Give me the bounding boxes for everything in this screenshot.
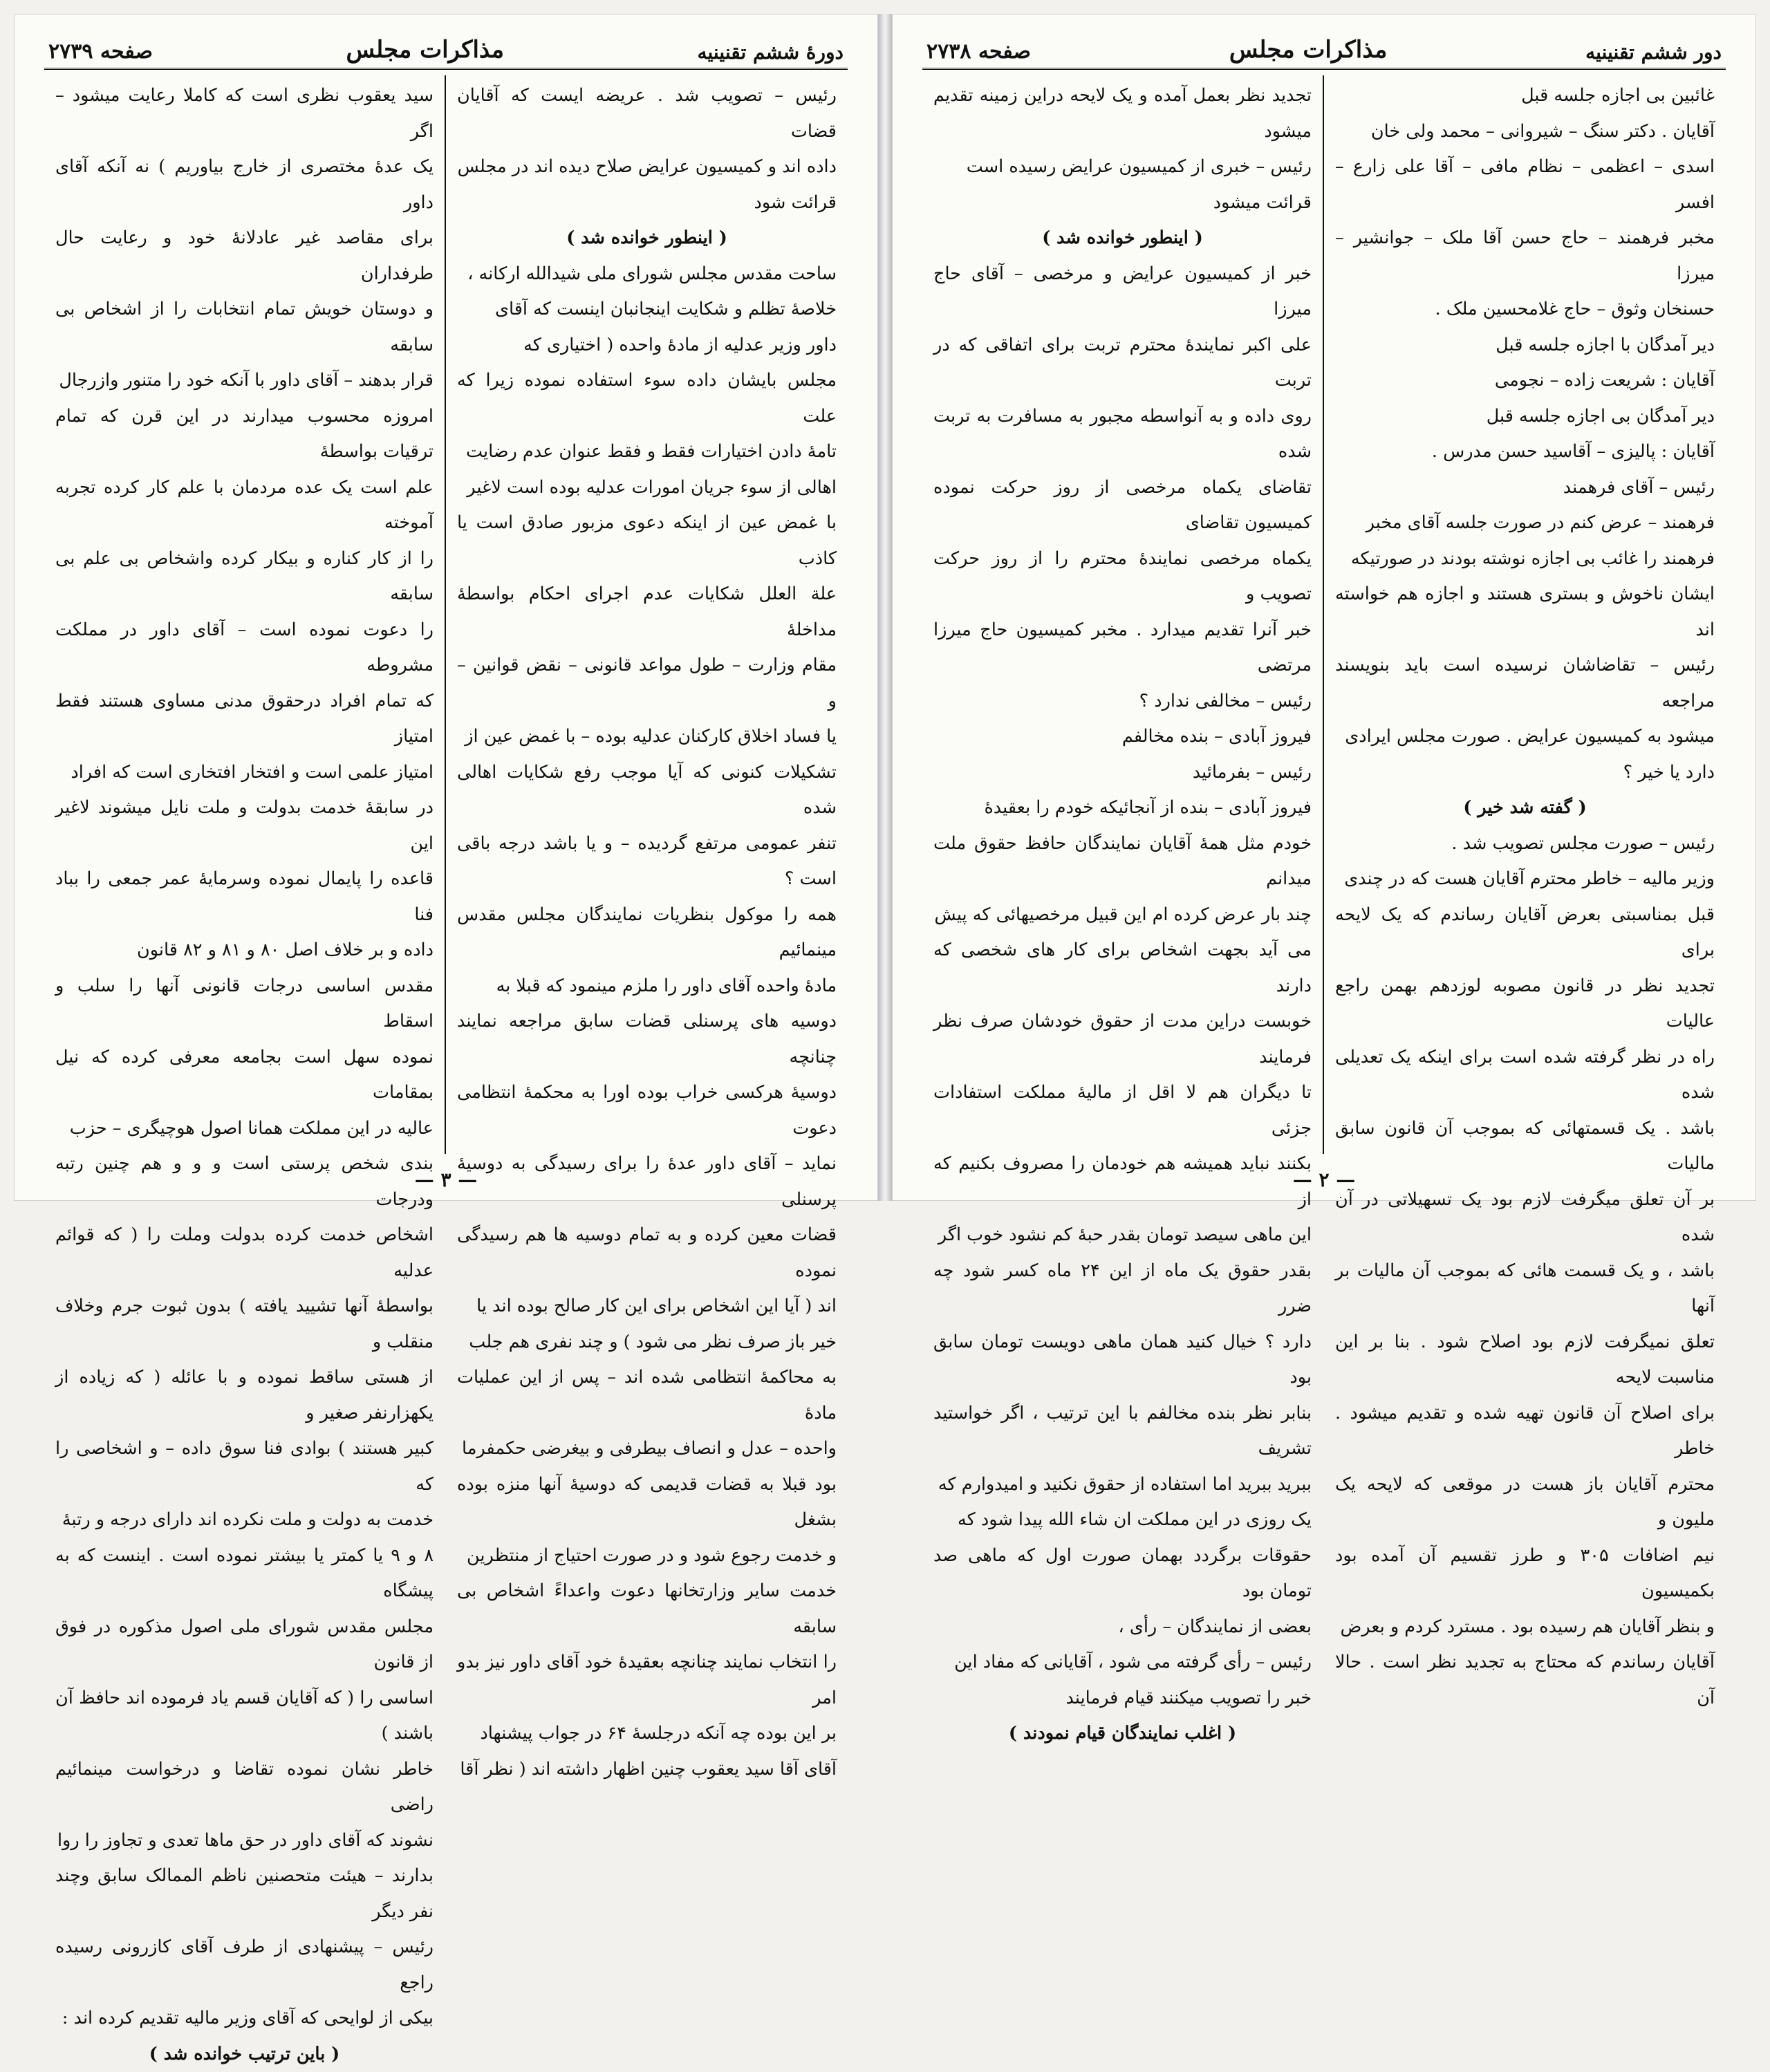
text-line: کبیر هستند ) بوادی فنا سوق داده – و اشخاصی را که xyxy=(55,1431,434,1502)
text-line: بدارند – هیئت متحصنین ناظم الممالک سابق وچند نفر دیگر xyxy=(55,1858,434,1930)
text-line: داور وزیر عدلیه از مادهٔ واحده ( اختیاری که xyxy=(457,328,837,364)
text-line: رئیس – پیشنهادی از طرف آقای کازرونی رسیده راجع xyxy=(55,1930,434,2001)
text-line: سید یعقوب نظری است که کاملا رعایت میشود – اگر xyxy=(55,78,434,149)
text-line: ( اغلب نمایندگان قیام نمودند ) xyxy=(933,1716,1312,1752)
text-line: قاعده را پایمال نموده وسرمایهٔ عمر جمعی را بباد فنا xyxy=(55,861,434,933)
text-columns xyxy=(922,75,1726,1154)
text-line: مادهٔ واحده آقای داور را ملزم مینمود که قبلا به xyxy=(457,969,837,1005)
session-label: دور ششم تقنینیه xyxy=(1585,41,1722,64)
text-line: قرار بدهند – آقای داور با آنکه خود را متنور وازرجال xyxy=(55,363,434,399)
text-line: تنفر عمومی مرتفع گردیده – و یا باشد درجه باقی است ؟ xyxy=(457,826,837,897)
text-line: امروزه محسوب میدارند در این قرن که تمام ترقیات بواسطهٔ xyxy=(55,399,434,470)
text-line: ( گفته شد خیر ) xyxy=(1335,790,1715,826)
text-line: باشد . یک قسمتهائی که بموجب آن قانون سابق مالیات xyxy=(1335,1111,1715,1182)
text-line: واحده – عدل و انصاف بیطرفی و بیغرضی حکمفرما xyxy=(457,1431,837,1467)
text-line: اشخاص خدمت کرده بدولت وملت را ( که قوائم عدلیه xyxy=(55,1217,434,1289)
text-line: خبر را تصویب میکنند قیام فرمایند xyxy=(933,1681,1312,1717)
running-head-right xyxy=(922,26,1726,70)
text-columns xyxy=(44,75,848,1154)
text-line: بر آن تعلق میگرفت لازم بود یک تسهیلاتی در آن شده xyxy=(1335,1182,1715,1253)
text-line: علم است یک عده مردمان با علم کار کرده تجربه آموخته xyxy=(55,470,434,541)
text-line: ( اینطور خوانده شد ) xyxy=(457,221,837,256)
right-column xyxy=(446,75,848,1154)
text-line: امتیاز علمی است و افتخار افتخاری است که افراد xyxy=(55,755,434,791)
text-line: اهالی از سوء جریان امورات عدلیه بوده است لاغیر xyxy=(457,470,837,506)
text-line: یکماه مرخصی نمایندهٔ محترم را از روز حرکت تصویب و xyxy=(933,541,1312,613)
text-line: خلاصهٔ تظلم و شکایت اینجانبان اینست که آقای xyxy=(457,292,837,328)
text-line: آقای آقا سید یعقوب چنین اظهار داشته اند ( نظر آقا xyxy=(457,1752,837,1788)
text-line: باشد ، و یک قسمت هائی که بموجب آن مالیات بر آنها xyxy=(1335,1253,1715,1325)
text-line: نیم اضافات ۳۰۵ و طرز تقسیم آن آمده بود بکمیسیون xyxy=(1335,1538,1715,1609)
text-line: راه در نظر گرفته شده است برای اینکه یک تعدیلی شده xyxy=(1335,1040,1715,1111)
text-line: ساحت مقدس مجلس شورای ملی شیدالله ارکانه ، xyxy=(457,256,837,292)
text-line: را دعوت نموده است – آقای داور در مملکت مشروطه xyxy=(55,613,434,684)
text-line: تامهٔ دادن اختیارات فقط و فقط عنوان عدم رضایت xyxy=(457,434,837,470)
text-line: مجلس بایشان داده سوء استفاده نموده زیرا که علت xyxy=(457,363,837,434)
text-line: خاطر نشان نموده تقاضا و درخواست مینمائیم راضی xyxy=(55,1752,434,1823)
text-line: وزیر مالیه – خاطر محترم آقایان هست که در چندی xyxy=(1335,861,1715,897)
text-line: علة العلل شکایات عدم اجرای احکام بواسطهٔ مداخلهٔ xyxy=(457,577,837,648)
text-line: ( باین ترتیب خوانده شد ) xyxy=(55,2037,434,2072)
page-2739 xyxy=(14,14,878,1201)
text-line: تقاضای یکماه مرخصی از روز حرکت نموده کمیسیون تقاضای xyxy=(933,470,1312,541)
text-line: که تمام افراد درحقوق مدنی مساوی هستند فقط امتیاز xyxy=(55,684,434,755)
text-line: نشوند که آقای داور در حق ماها تعدی و تجاوز را روا xyxy=(55,1823,434,1859)
running-head-left xyxy=(44,26,848,70)
text-line: قضات معین کرده و به تمام دوسیه ها هم رسیدگی نموده xyxy=(457,1217,837,1289)
text-line: دارد ؟ خیال کنید همان ماهی دویست تومان سابق بود xyxy=(933,1325,1312,1396)
text-line: روی داده و به آنواسطه مجبور به مسافرت به تربت شده xyxy=(933,399,1312,470)
text-line: قبل بمناسبتی بعرض آقایان رساندم که یک لایحه برای xyxy=(1335,897,1715,969)
right-column xyxy=(1324,75,1726,1154)
text-line: بقدر حقوق یک ماه از این ۲۴ ماه کسر شود چه ضرر xyxy=(933,1253,1312,1325)
text-line: مجلس مقدس شورای ملی اصول مذکوره در فوق از قانون xyxy=(55,1609,434,1681)
text-line: تجدید نظر بعمل آمده و یک لایحه دراین زمینه تقدیم میشود xyxy=(933,78,1312,149)
text-line: رئیس – مخالفی ندارد ؟ xyxy=(933,684,1312,720)
gutter xyxy=(878,14,892,1201)
text-line: بنابر نظر بنده مخالفم با این ترتیب ، اگر خواستید تشریف xyxy=(933,1396,1312,1467)
text-line: چند بار عرض کرده ام این قبیل مرخصیهائی که پیش xyxy=(933,897,1312,933)
text-line: بعضی از نمایندگان – رأی ، xyxy=(933,1609,1312,1645)
text-line: یک عدهٔ مختصری از خارج بیاوریم ) نه آنکه آقای داور xyxy=(55,149,434,221)
text-line: نموده سهل است بجامعه معرفی کرده که نیل بمقامات xyxy=(55,1040,434,1111)
text-line: یک روزی در این مملکت ان شاء الله پیدا شود که xyxy=(933,1502,1312,1538)
text-line: را انتخاب نمایند چنانچه بعقیدهٔ خود آقای داور نیز بدو امر xyxy=(457,1645,837,1716)
text-line: همه را موکول بنظریات نمایندگان مجلس مقدس مینمائیم xyxy=(457,897,837,969)
text-line: این ماهی سیصد تومان بقدر حبهٔ کم نشود خوب اگر xyxy=(933,1217,1312,1253)
text-line: غائبین بی اجازه جلسه قبل xyxy=(1335,78,1715,114)
text-line: تعلق نمیگرفت لازم بود اصلاح شود . بنا بر این مناسبت لایحه xyxy=(1335,1325,1715,1396)
text-line: فیروز آبادی – بنده از آنجائیکه خودم را بعقیدهٔ xyxy=(933,790,1312,826)
text-line: بر این بوده چه آنکه درجلسهٔ ۶۴ در جواب پیشنهاد xyxy=(457,1716,837,1752)
text-line: رئیس – تقاضاشان نرسیده است باید بنویسند مراجعه xyxy=(1335,648,1715,719)
text-line: و دوستان خویش تمام انتخابات را از اشخاص بی سابقه xyxy=(55,292,434,363)
text-line: بود قبلا به قضات قدیمی که دوسیهٔ آنها منزه بوده بشغل xyxy=(457,1467,837,1538)
text-line: تشکیلات کنونی که آیا موجب رفع شکایات اهالی شده xyxy=(457,755,837,826)
text-line: از هستی ساقط نموده و با عائله ( که زیاده از یکهزارنفر صغیر و xyxy=(55,1360,434,1431)
text-line: مقام وزارت – طول مواعد قانونی – نقض قوانین – و xyxy=(457,648,837,719)
text-line: آقایان . دکتر سنگ – شیروانی – محمد ولی خان xyxy=(1335,114,1715,150)
journal-title: مذاکرات مجلس xyxy=(346,36,504,64)
text-line: آقایان : پالیزی – آقاسید حسن مدرس . xyxy=(1335,434,1715,470)
text-line: علی اکبر نمایندهٔ محترم تربت برای اتفاقی که در تربت xyxy=(933,328,1312,399)
text-line: یا فساد اخلاق کارکنان عدلیه بوده – با غمض عین از xyxy=(457,719,837,755)
text-line: ببرید ببرید اما استفاده از حقوق نکنید و امیدوارم که xyxy=(933,1467,1312,1503)
text-line: مقدس اساسی درجات قانونی آنها را سلب و اسقاط xyxy=(55,969,434,1040)
text-line: رئیس – رأی گرفته می شود ، آقایانی که مفاد این xyxy=(933,1645,1312,1681)
text-line: تجدید نظر در قانون مصوبه لوزدهم بهمن راجع عالیات xyxy=(1335,969,1715,1040)
text-line: قرائت میشود xyxy=(933,185,1312,221)
text-line: خودم مثل همهٔ آقایان نمایندگان حافظ حقوق ملت میدانم xyxy=(933,826,1312,897)
text-line: حقوقات برگردد بهمان صورت اول که ماهی صد تومان بود xyxy=(933,1538,1312,1609)
text-line: آقایان : شریعت زاده – نجومی xyxy=(1335,363,1715,399)
text-line: اسدی – اعظمی – نظام مافی – آقا علی زارع – افسر xyxy=(1335,149,1715,221)
text-line: فیروز آبادی – بنده مخالفم xyxy=(933,719,1312,755)
text-line: داده اند و کمیسیون عرایض صلاح دیده اند در مجلس xyxy=(457,149,837,185)
text-line: ۸ و ۹ یا کمتر یا بیشتر نموده است . اینست که به پیشگاه xyxy=(55,1538,434,1609)
text-line: رئیس – بفرمائید xyxy=(933,755,1312,791)
text-line: عالیه در این مملکت همانا اصول هوچیگری – حزب xyxy=(55,1111,434,1147)
text-line: دوسیه های پرسنلی قضات سابق مراجعه نمایند چنانچه xyxy=(457,1004,837,1075)
text-line: تا دیگران هم لا اقل از مالیهٔ مملکت استفادات جزئی xyxy=(933,1075,1312,1146)
text-line: خدمت سایر وزارتخانها دعوت واعداءً اشخاص بی سابقه xyxy=(457,1574,837,1645)
text-line: خبر از کمیسیون عرایض و مرخصی – آقای حاج میرزا xyxy=(933,256,1312,328)
folio: — ۲ — xyxy=(892,1168,1756,1191)
text-line: خوبست دراین مدت از حقوق خودشان صرف نظر فرمایند xyxy=(933,1004,1312,1075)
page-2738 xyxy=(892,14,1756,1201)
text-line: اند ( آیا این اشخاص برای این کار صالح بوده اند یا xyxy=(457,1289,837,1325)
text-line: رئیس – خبری از کمیسیون عرایض رسیده است xyxy=(933,149,1312,185)
text-line: قرائت شود xyxy=(457,185,837,221)
journal-title: مذاکرات مجلس xyxy=(1229,36,1388,64)
newspaper-spread xyxy=(14,14,1756,1201)
text-line: دوسیهٔ هرکسی خراب بوده اورا به محکمهٔ انتظامی دعوت xyxy=(457,1075,837,1146)
text-line: ( اینطور خوانده شد ) xyxy=(933,221,1312,256)
text-line: رئیس – صورت مجلس تصویب شد . xyxy=(1335,826,1715,862)
text-line: دیر آمدگان بی اجازه جلسه قبل xyxy=(1335,399,1715,435)
text-line: نماید – آقای داور عدهٔ را برای رسیدگی به دوسیهٔ پرسنلی xyxy=(457,1146,837,1217)
text-line: رئیس – آقای فرهمند xyxy=(1335,470,1715,506)
left-column xyxy=(922,75,1324,1154)
page-number: صفحه ۲۷۳۹ xyxy=(48,39,153,64)
page-number: صفحه ۲۷۳۸ xyxy=(926,39,1031,64)
text-line: بواسطهٔ آنها تشیید یافته ) بدون ثبوت جرم وخلاف منقلب و xyxy=(55,1289,434,1360)
session-label: دورهٔ ششم تقنینیه xyxy=(697,41,844,64)
text-line: حسنخان وثوق – حاج غلامحسین ملک . xyxy=(1335,292,1715,328)
text-line: بندی شخص پرستی است و و و هم چنین رتبه ودرجات xyxy=(55,1146,434,1217)
text-line: آقایان رساندم که محتاج به تجدید نظر است . حالا آن xyxy=(1335,1645,1715,1716)
folio: — ۳ — xyxy=(14,1168,878,1191)
text-line: دارد یا خیر ؟ xyxy=(1335,755,1715,791)
text-line: می آید بجهت اشخاص برای کار های شخصی که دارند xyxy=(933,933,1312,1004)
text-line: با غمض عین از اینکه دعوی مزبور صادق است یا کاذب xyxy=(457,505,837,577)
text-line: میشود به کمیسیون عرایض . صورت مجلس ایرادی xyxy=(1335,719,1715,755)
text-line: برای اصلاح آن قانون تهیه شده و تقدیم میشود . خاطر xyxy=(1335,1396,1715,1467)
text-line: در سابقهٔ خدمت بدولت و ملت نایل میشوند لاغیر این xyxy=(55,790,434,861)
text-line: رئیس – تصویب شد . عریضه ایست که آقایان قضات xyxy=(457,78,837,149)
text-line: ایشان ناخوش و بستری هستند و اجازه هم خواسته اند xyxy=(1335,577,1715,648)
text-line: بیکی از لوایحی که آقای وزیر مالیه تقدیم کرده اند : xyxy=(55,2001,434,2037)
text-line: به محاکمهٔ انتظامی شده اند – پس از این عملیات مادهٔ xyxy=(457,1360,837,1431)
text-line: مخبر فرهمند – حاج حسن آقا ملک – جوانشیر – میرزا xyxy=(1335,221,1715,292)
text-line: خدمت به دولت و ملت نکرده اند دارای درجه و رتبهٔ xyxy=(55,1502,434,1538)
text-line: خیر باز صرف نظر می شود ) و چند نفری هم جلب xyxy=(457,1325,837,1361)
text-line: و خدمت رجوع شود و در صورت احتیاج از منتظرین xyxy=(457,1538,837,1574)
text-line: فرهمند – عرض کنم در صورت جلسه آقای مخبر xyxy=(1335,505,1715,541)
text-line: محترم آقایان باز هست در موقعی که لایحه یک ملیون و xyxy=(1335,1467,1715,1538)
text-line: بکنند نباید همیشه هم خودمان را مصروف بکنیم که از xyxy=(933,1146,1312,1217)
text-line: خبر آنرا تقدیم میدارد . مخبر کمیسیون حاج میرزا مرتضی xyxy=(933,613,1312,684)
text-line: داده و بر خلاف اصل ۸۰ و ۸۱ و ۸۲ قانون xyxy=(55,933,434,969)
text-line: اساسی را ( که آقایان قسم یاد فرموده اند حافظ آن باشند ) xyxy=(55,1681,434,1752)
text-line: و بنظر آقایان هم رسیده بود . مسترد کردم و بعرض xyxy=(1335,1609,1715,1645)
text-line: برای مقاصد غیر عادلانهٔ خود و رعایت حال طرفداران xyxy=(55,221,434,292)
text-line: دیر آمدگان با اجازه جلسه قبل xyxy=(1335,328,1715,364)
text-line: را از کار کناره و بیکار کرده واشخاص بی علم بی سابقه xyxy=(55,541,434,613)
left-column xyxy=(44,75,446,1154)
text-line: فرهمند را غائب بی اجازه نوشته بودند در صورتیکه xyxy=(1335,541,1715,577)
